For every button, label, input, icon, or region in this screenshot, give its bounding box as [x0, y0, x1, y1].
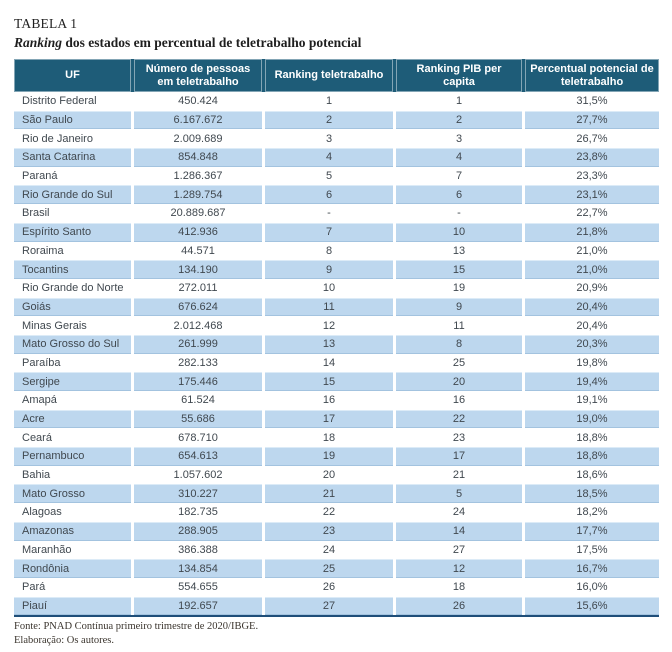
value-cell: 24	[452, 506, 466, 519]
value-cell: 1	[455, 95, 463, 108]
value-cell: 8	[325, 244, 333, 257]
value-cell: 16	[452, 394, 466, 407]
value-cell: 20,4%	[525, 298, 659, 317]
elaboration-note: Elaboração: Os autores.	[14, 634, 115, 646]
value-cell: 12	[322, 319, 336, 332]
value-cell: 6	[265, 185, 393, 204]
uf-cell: Acre	[14, 410, 131, 429]
value-cell: 18,6%	[576, 469, 608, 482]
table-row	[14, 391, 659, 410]
value-cell: 412.936	[134, 223, 262, 242]
table-row	[14, 541, 659, 560]
value-cell: 10	[396, 223, 522, 242]
uf-cell: Bahia	[22, 469, 51, 482]
table-row	[14, 298, 659, 317]
value-cell: 24	[322, 543, 336, 556]
table-row	[14, 503, 659, 522]
table-row	[14, 111, 659, 130]
value-cell: 18,2%	[576, 506, 608, 519]
uf-cell: Amapá	[22, 394, 57, 407]
table-row	[14, 597, 659, 616]
value-cell: 310.227	[134, 484, 262, 503]
value-cell: 13	[265, 335, 393, 354]
value-cell: 18,8%	[576, 431, 608, 444]
value-cell: 4	[265, 148, 393, 167]
value-cell: 19,1%	[576, 394, 608, 407]
table-row	[14, 559, 659, 578]
value-cell: 554.655	[178, 581, 218, 594]
table-row	[14, 354, 659, 373]
value-cell: 26	[396, 597, 522, 616]
value-cell: 19,8%	[576, 356, 608, 369]
table-row	[14, 447, 659, 466]
value-cell: 20	[396, 372, 522, 391]
uf-cell: Rio de Janeiro	[22, 132, 93, 145]
value-cell: 654.613	[134, 447, 262, 466]
table-row	[14, 578, 659, 597]
uf-cell: Maranhão	[22, 543, 72, 556]
value-cell: 9	[396, 298, 522, 317]
value-cell: 7	[265, 223, 393, 242]
value-cell: 272.011	[178, 282, 218, 295]
value-cell: 1.289.754	[134, 185, 262, 204]
value-cell: 4	[396, 148, 522, 167]
value-cell: 3	[325, 132, 333, 145]
value-cell: 16,7%	[525, 559, 659, 578]
value-cell: 23	[452, 431, 466, 444]
value-cell: 7	[455, 170, 463, 183]
table-row	[14, 522, 659, 541]
column-header-uf: UF	[14, 59, 131, 92]
value-cell: 61.524	[181, 394, 215, 407]
table-row	[14, 242, 659, 261]
uf-cell: Piauí	[14, 597, 131, 616]
value-cell: 23,3%	[576, 170, 608, 183]
value-cell: 282.133	[178, 356, 218, 369]
value-cell: 17,5%	[576, 543, 608, 556]
value-cell: 8	[396, 335, 522, 354]
uf-cell: Roraima	[22, 244, 64, 257]
value-cell: 2.009.689	[173, 132, 223, 145]
table-row	[14, 428, 659, 447]
value-cell: 15	[396, 260, 522, 279]
value-cell: 16	[322, 394, 336, 407]
value-cell: 20.889.687	[170, 207, 226, 220]
uf-cell: Distrito Federal	[22, 95, 97, 108]
uf-cell: Rio Grande do Sul	[14, 185, 131, 204]
value-cell: 23,1%	[525, 185, 659, 204]
value-cell: 21	[452, 469, 466, 482]
value-cell: 25	[452, 356, 466, 369]
subtitle-rest: dos estados em percentual de teletrabalho potencial	[62, 35, 362, 50]
value-cell: 14	[396, 522, 522, 541]
value-cell: 1.057.602	[173, 469, 223, 482]
value-cell: 22	[322, 506, 336, 519]
column-header-percentual: Percentual potencial de teletrabalho	[525, 59, 659, 92]
value-cell: 27,7%	[525, 111, 659, 130]
subtitle-italic-word: Ranking	[14, 35, 63, 50]
value-cell: 20,4%	[576, 319, 608, 332]
value-cell: 19,4%	[525, 372, 659, 391]
table-subtitle	[14, 33, 658, 52]
uf-cell: Mato Grosso	[14, 484, 131, 503]
uf-cell: Sergipe	[14, 372, 131, 391]
data-table	[14, 59, 659, 617]
uf-cell: Alagoas	[22, 506, 62, 519]
value-cell: 20	[322, 469, 336, 482]
value-cell: 9	[265, 260, 393, 279]
table-header-row	[14, 59, 659, 92]
table-row	[14, 372, 659, 391]
table-row	[14, 185, 659, 204]
value-cell: 25	[265, 559, 393, 578]
value-cell: 12	[396, 559, 522, 578]
value-cell: 20,3%	[525, 335, 659, 354]
table-row	[14, 129, 659, 148]
value-cell: 17	[265, 410, 393, 429]
uf-cell: Minas Gerais	[22, 319, 87, 332]
value-cell: 20,9%	[576, 282, 608, 295]
value-cell: 18	[452, 581, 466, 594]
value-cell: 15	[265, 372, 393, 391]
value-cell: 21,0%	[576, 244, 608, 257]
value-cell: 18,8%	[525, 447, 659, 466]
table-row	[14, 167, 659, 186]
uf-cell: Paraíba	[22, 356, 61, 369]
value-cell: 31,5%	[576, 95, 608, 108]
column-header-ranking-pib: Ranking PIB per capita	[396, 59, 522, 92]
uf-cell: Rondônia	[14, 559, 131, 578]
uf-cell: Mato Grosso do Sul	[14, 335, 131, 354]
uf-cell: Rio Grande do Norte	[22, 282, 124, 295]
value-cell: 450.424	[178, 95, 218, 108]
source-note: Fonte: PNAD Contínua primeiro trimestre de 2020/IBGE.	[14, 621, 259, 633]
value-cell: 1	[325, 95, 333, 108]
value-cell: 17	[396, 447, 522, 466]
value-cell: 386.388	[178, 543, 218, 556]
table-row	[14, 92, 659, 111]
value-cell: -	[327, 207, 331, 220]
uf-cell: São Paulo	[14, 111, 131, 130]
value-cell: 175.446	[134, 372, 262, 391]
uf-cell: Tocantins	[14, 260, 131, 279]
value-cell: 15,6%	[525, 597, 659, 616]
column-header-num-pessoas: Número de pessoas em teletrabalho	[134, 59, 262, 92]
value-cell: 22,7%	[576, 207, 608, 220]
value-cell: 19	[452, 282, 466, 295]
table-row	[14, 260, 659, 279]
value-cell: 44.571	[181, 244, 215, 257]
value-cell: 18,5%	[525, 484, 659, 503]
uf-cell: Ceará	[22, 431, 52, 444]
value-cell: 10	[322, 282, 336, 295]
value-cell: 6	[396, 185, 522, 204]
column-header-ranking-teletrabalho: Ranking teletrabalho	[265, 59, 393, 92]
value-cell: 16,0%	[576, 581, 608, 594]
uf-cell: Espírito Santo	[14, 223, 131, 242]
value-cell: 854.848	[134, 148, 262, 167]
value-cell: 27	[265, 597, 393, 616]
value-cell: 3	[455, 132, 463, 145]
table-number-title: TABELA 1	[14, 16, 78, 31]
uf-cell: Pernambuco	[14, 447, 131, 466]
value-cell: 26,7%	[576, 132, 608, 145]
value-cell: 13	[452, 244, 466, 257]
value-cell: 22	[396, 410, 522, 429]
table-row	[14, 316, 659, 335]
table-row	[14, 466, 659, 485]
value-cell: 19	[265, 447, 393, 466]
value-cell: 134.190	[134, 260, 262, 279]
uf-cell: Pará	[22, 581, 46, 594]
value-cell: 288.905	[134, 522, 262, 541]
table-row	[14, 204, 659, 223]
table-body	[14, 92, 659, 617]
table-row	[14, 223, 659, 242]
value-cell: 21	[265, 484, 393, 503]
value-cell: 23	[265, 522, 393, 541]
value-cell: 17,7%	[525, 522, 659, 541]
uf-cell: Amazonas	[14, 522, 131, 541]
value-cell: 11	[453, 319, 465, 332]
table-row	[14, 279, 659, 298]
value-cell: 23,8%	[525, 148, 659, 167]
uf-cell: Brasil	[22, 207, 50, 220]
value-cell: 2.012.468	[173, 319, 223, 332]
table-row	[14, 410, 659, 429]
table-row	[14, 148, 659, 167]
value-cell: 261.999	[134, 335, 262, 354]
uf-cell: Goiás	[14, 298, 131, 317]
table-footnotes	[14, 620, 658, 647]
value-cell: 134.854	[134, 559, 262, 578]
value-cell: 55.686	[134, 410, 262, 429]
uf-cell: Paraná	[22, 170, 58, 183]
value-cell: 21,8%	[525, 223, 659, 242]
value-cell: 678.710	[178, 431, 218, 444]
value-cell: 182.735	[178, 506, 218, 519]
value-cell: 6.167.672	[134, 111, 262, 130]
value-cell: 19,0%	[525, 410, 659, 429]
value-cell: 5	[396, 484, 522, 503]
value-cell: 14	[322, 356, 336, 369]
value-cell: 18	[322, 431, 336, 444]
value-cell: 27	[452, 543, 466, 556]
value-cell: 11	[265, 298, 393, 317]
value-cell: 5	[325, 170, 333, 183]
value-cell: -	[457, 207, 461, 220]
value-cell: 1.286.367	[173, 170, 223, 183]
uf-cell: Santa Catarina	[14, 148, 131, 167]
value-cell: 2	[265, 111, 393, 130]
table-row	[14, 335, 659, 354]
value-cell: 676.624	[134, 298, 262, 317]
table-row	[14, 484, 659, 503]
value-cell: 26	[322, 581, 336, 594]
value-cell: 192.657	[134, 597, 262, 616]
value-cell: 2	[396, 111, 522, 130]
value-cell: 21,0%	[525, 260, 659, 279]
